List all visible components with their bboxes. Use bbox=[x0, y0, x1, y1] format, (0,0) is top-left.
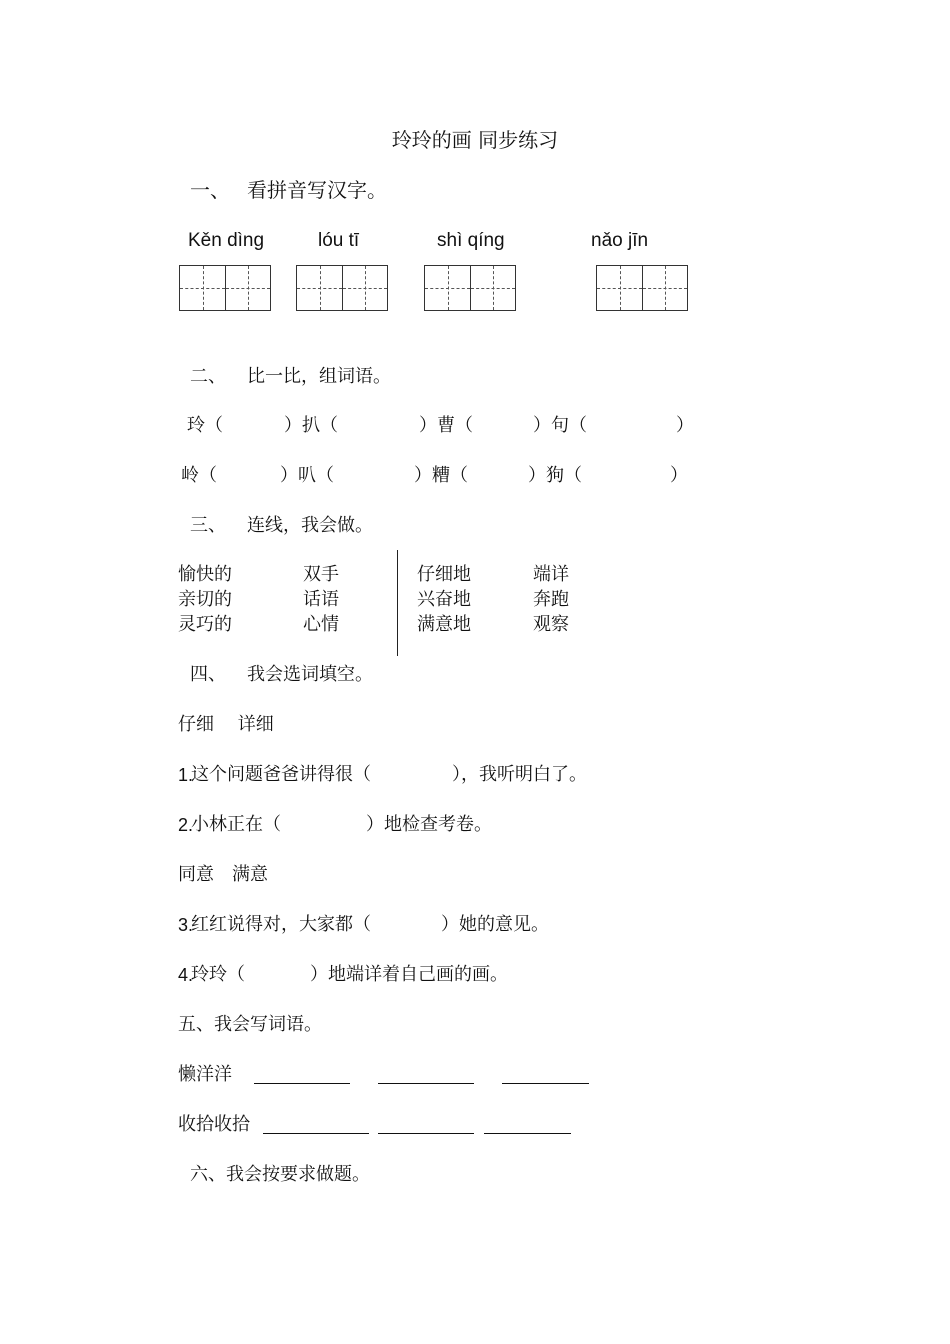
section2-title: 比一比，组词语。 bbox=[247, 366, 391, 387]
section4-number: 四、 bbox=[190, 664, 226, 685]
grid-cell[interactable] bbox=[297, 266, 342, 310]
compare-row2-item2: ）叭（ bbox=[280, 465, 334, 486]
question-text: ）地端详着自己画的画。 bbox=[310, 964, 508, 985]
question-text: ），我听明白了。 bbox=[452, 764, 587, 785]
match-word[interactable]: 灵巧的 bbox=[178, 614, 232, 635]
match-word[interactable]: 亲切的 bbox=[178, 589, 232, 610]
match-word[interactable]: 话语 bbox=[303, 589, 339, 610]
question-number: 2. bbox=[178, 815, 194, 835]
compare-row2-close: ） bbox=[670, 465, 688, 486]
section3-title: 连线，我会做。 bbox=[247, 515, 373, 536]
section4-title: 我会选词填空。 bbox=[247, 664, 373, 685]
grid-cell[interactable] bbox=[225, 266, 270, 310]
grid-cell[interactable] bbox=[180, 266, 225, 310]
compare-row1-item2: ）扒（ bbox=[284, 415, 338, 436]
word-choices-2: 同意 满意 bbox=[178, 864, 268, 885]
grid-cell[interactable] bbox=[425, 266, 470, 310]
grid-cell[interactable] bbox=[470, 266, 515, 310]
question-text: ）她的意见。 bbox=[441, 914, 549, 935]
match-word[interactable]: 双手 bbox=[303, 564, 339, 585]
writing-grid-3[interactable] bbox=[424, 265, 516, 311]
word-prompt-1: 懒洋洋 bbox=[178, 1064, 232, 1085]
match-word[interactable]: 奔跑 bbox=[533, 589, 569, 610]
match-word[interactable]: 端详 bbox=[533, 564, 569, 585]
section1-title: 看拼音写汉字。 bbox=[247, 178, 387, 202]
compare-row2-item4: ）狗（ bbox=[528, 465, 582, 486]
section3-number: 三、 bbox=[190, 515, 226, 536]
pinyin-4: nǎo jīn bbox=[591, 230, 649, 251]
section6-title: 六、我会按要求做题。 bbox=[190, 1164, 370, 1185]
compare-row2-item3: ）糟（ bbox=[414, 465, 468, 486]
answer-blank[interactable] bbox=[484, 1133, 571, 1134]
section1-number: 一、 bbox=[190, 178, 230, 202]
match-word[interactable]: 满意地 bbox=[417, 614, 471, 635]
question-number: 1. bbox=[178, 765, 194, 785]
question-text: ）地检查考卷。 bbox=[366, 814, 492, 835]
question-text: 红红说得对，大家都（ bbox=[191, 914, 371, 935]
section2-number: 二、 bbox=[190, 366, 226, 387]
pinyin-2: lóu tī bbox=[318, 230, 360, 251]
column-divider bbox=[397, 550, 398, 656]
question-number: 4. bbox=[178, 965, 194, 985]
grid-cell[interactable] bbox=[597, 266, 642, 310]
question-text: 小林正在（ bbox=[191, 814, 281, 835]
writing-grid-2[interactable] bbox=[296, 265, 388, 311]
pinyin-1: Kěn dìng bbox=[188, 230, 265, 251]
answer-blank[interactable] bbox=[254, 1083, 350, 1084]
match-word[interactable]: 兴奋地 bbox=[417, 589, 471, 610]
grid-cell[interactable] bbox=[642, 266, 687, 310]
compare-row1-item1: 玲（ bbox=[187, 415, 223, 436]
word-prompt-2: 收拾收拾 bbox=[178, 1114, 250, 1135]
word-choices-1: 仔细 详细 bbox=[178, 714, 274, 735]
answer-blank[interactable] bbox=[263, 1133, 369, 1134]
answer-blank[interactable] bbox=[378, 1083, 474, 1084]
pinyin-3: shì qíng bbox=[437, 230, 505, 251]
writing-grid-1[interactable] bbox=[179, 265, 271, 311]
match-word[interactable]: 愉快的 bbox=[178, 564, 232, 585]
match-word[interactable]: 心情 bbox=[303, 614, 339, 635]
grid-cell[interactable] bbox=[342, 266, 387, 310]
writing-grid-4[interactable] bbox=[596, 265, 688, 311]
compare-row1-item3: ）曹（ bbox=[419, 415, 473, 436]
match-word[interactable]: 仔细地 bbox=[417, 564, 471, 585]
compare-row1-item4: ）句（ bbox=[533, 415, 587, 436]
page-title: 玲玲的画 同步练习 bbox=[391, 128, 559, 152]
compare-row1-close: ） bbox=[676, 415, 694, 436]
question-text: 这个问题爸爸讲得很（ bbox=[191, 764, 371, 785]
answer-blank[interactable] bbox=[378, 1133, 474, 1134]
section5-title: 五、我会写词语。 bbox=[178, 1014, 322, 1035]
match-word[interactable]: 观察 bbox=[533, 614, 569, 635]
question-number: 3. bbox=[178, 915, 194, 935]
answer-blank[interactable] bbox=[502, 1083, 589, 1084]
question-text: 玲玲（ bbox=[191, 964, 245, 985]
compare-row2-item1: 岭（ bbox=[181, 465, 217, 486]
